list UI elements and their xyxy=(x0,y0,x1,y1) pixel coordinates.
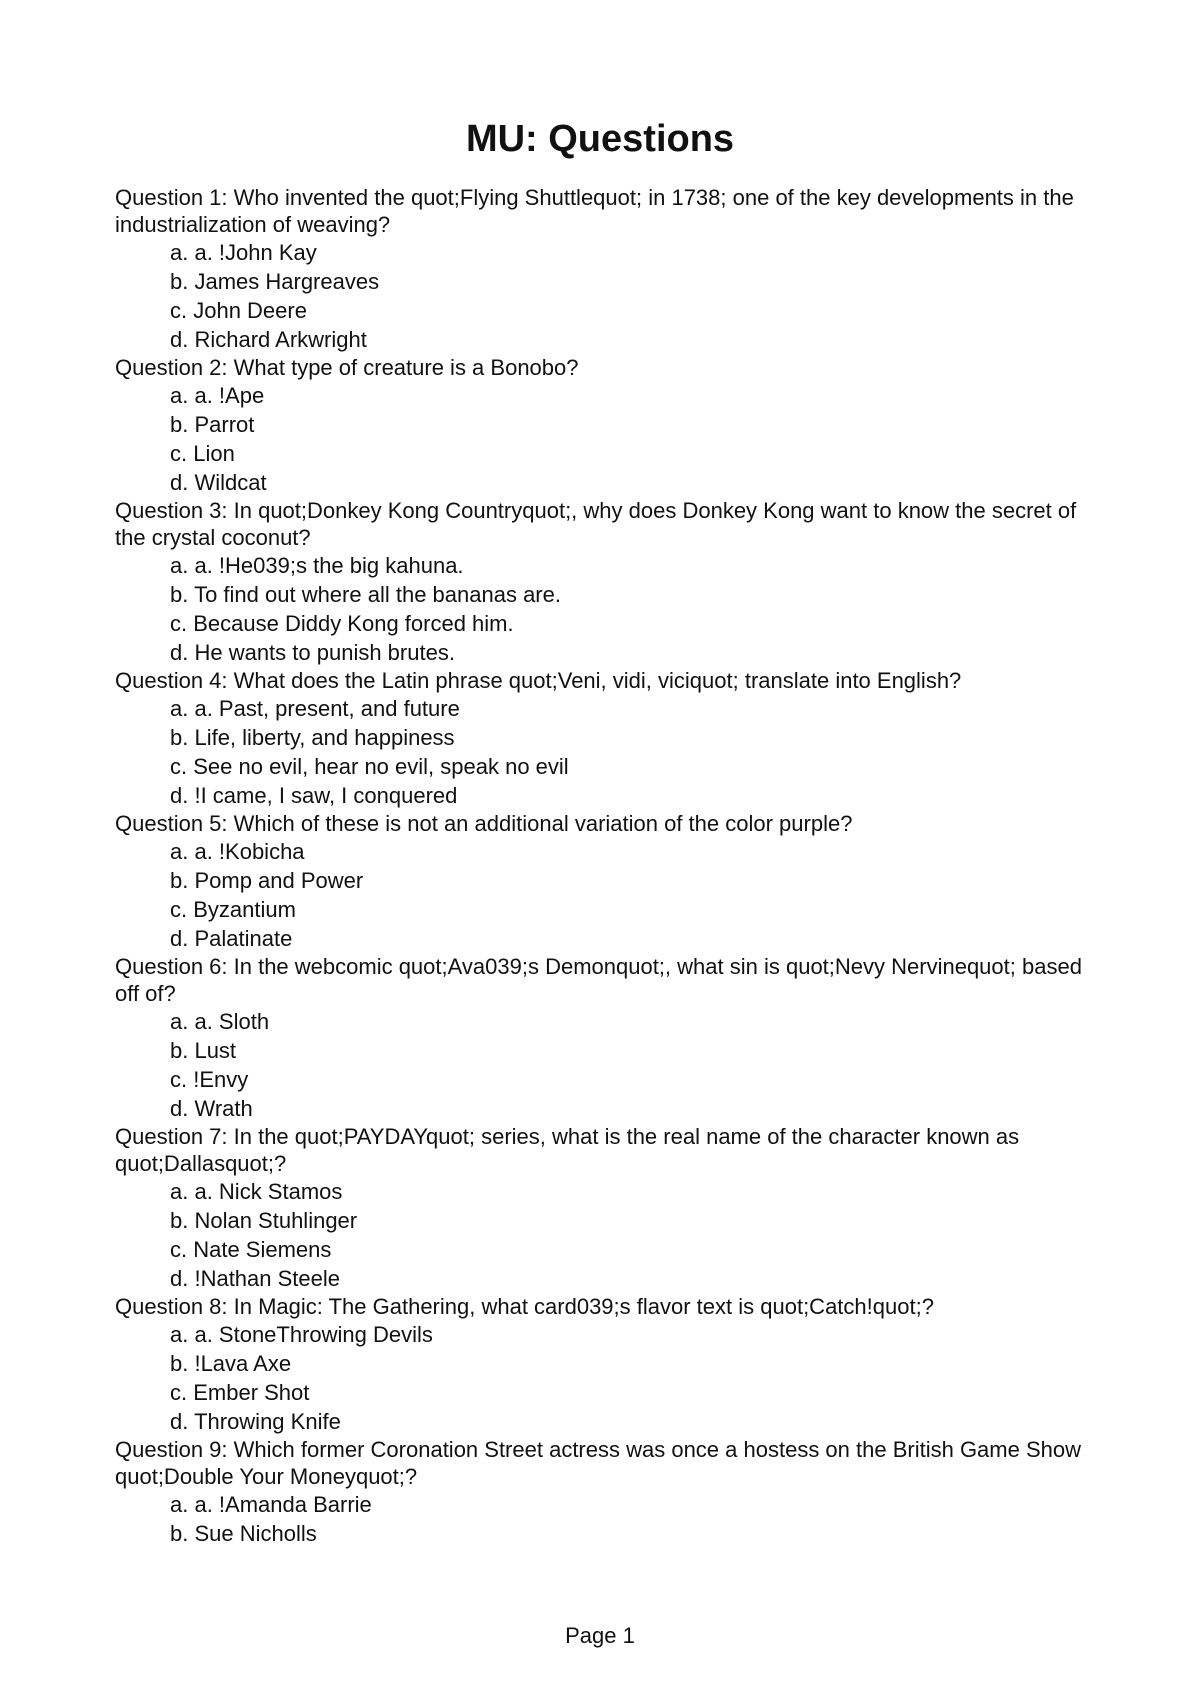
answer-option: c. John Deere xyxy=(170,298,307,323)
answer-list xyxy=(115,381,1105,497)
answer-option: c. Because Diddy Kong forced him. xyxy=(170,611,514,636)
answer-option: a. a. !Kobicha xyxy=(170,839,305,864)
answer-list xyxy=(115,1490,1105,1548)
answer-option: d. Wildcat xyxy=(170,470,267,495)
answer-list xyxy=(115,694,1105,810)
answer-option: c. See no evil, hear no evil, speak no evil xyxy=(170,754,569,779)
answer-option: d. !Nathan Steele xyxy=(170,1266,341,1291)
answer-option: b. Lust xyxy=(170,1038,237,1063)
answer-option: b. James Hargreaves xyxy=(170,269,380,294)
question-text: Question 1: Who invented the quot;Flying Shuttlequot; in 1738; one of the key developments in the industrialization of weaving? xyxy=(115,185,1074,237)
answer-option: c. Lion xyxy=(170,441,235,466)
question-block xyxy=(115,953,1105,1123)
answer-option: a. a. !John Kay xyxy=(170,240,317,265)
question-text: Question 6: In the webcomic quot;Ava039;s Demonquot;, what sin is quot;Nevy Nervinequot; based off of? xyxy=(115,954,1082,1006)
answer-list xyxy=(115,1177,1105,1293)
answer-list xyxy=(115,551,1105,667)
answer-option: a. a. Past, present, and future xyxy=(170,696,460,721)
answer-option: d. He wants to punish brutes. xyxy=(170,640,455,665)
question-block xyxy=(115,354,1105,497)
question-text: Question 9: Which former Coronation Street actress was once a hostess on the British Game Show quot;Double Your Moneyquot;? xyxy=(115,1437,1082,1489)
question-block xyxy=(115,497,1105,667)
answer-list xyxy=(115,1320,1105,1436)
answer-option: a. a. Nick Stamos xyxy=(170,1179,343,1204)
answer-option: b. To find out where all the bananas are. xyxy=(170,582,561,607)
answer-option: c. !Envy xyxy=(170,1067,249,1092)
question-list xyxy=(115,184,1105,1548)
question-block xyxy=(115,1123,1105,1293)
answer-option: b. Nolan Stuhlinger xyxy=(170,1208,358,1233)
question-block xyxy=(115,810,1105,953)
question-block xyxy=(115,1436,1105,1548)
answer-option: d. Wrath xyxy=(170,1096,253,1121)
question-text: Question 5: Which of these is not an additional variation of the color purple? xyxy=(115,811,853,836)
answer-list xyxy=(115,1007,1105,1123)
question-text: Question 7: In the quot;PAYDAYquot; series, what is the real name of the character known as quot;Dallasquot;? xyxy=(115,1124,1020,1176)
answer-option: d. Palatinate xyxy=(170,926,293,951)
answer-option: b. Pomp and Power xyxy=(170,868,364,893)
answer-list xyxy=(115,238,1105,354)
answer-option: b. Life, liberty, and happiness xyxy=(170,725,455,750)
answer-option: a. a. !Amanda Barrie xyxy=(170,1492,372,1517)
answer-option: a. a. !Ape xyxy=(170,383,265,408)
answer-option: c. Nate Siemens xyxy=(170,1237,332,1262)
question-block xyxy=(115,1293,1105,1436)
page-number: Page 1 xyxy=(565,1623,635,1648)
answer-list xyxy=(115,837,1105,953)
answer-option: a. a. Sloth xyxy=(170,1009,270,1034)
answer-option: b. Parrot xyxy=(170,412,255,437)
answer-option: d. !I came, I saw, I conquered xyxy=(170,783,458,808)
question-text: Question 3: In quot;Donkey Kong Countryquot;, why does Donkey Kong want to know the secret of the crystal coconut? xyxy=(115,498,1077,550)
question-text: Question 4: What does the Latin phrase quot;Veni, vidi, viciquot; translate into English? xyxy=(115,668,962,693)
answer-option: b. Sue Nicholls xyxy=(170,1521,317,1546)
question-text: Question 8: In Magic: The Gathering, what card039;s flavor text is quot;Catch!quot;? xyxy=(115,1294,934,1319)
answer-option: c. Byzantium xyxy=(170,897,296,922)
answer-option: b. !Lava Axe xyxy=(170,1351,292,1376)
answer-option: a. a. !He039;s the big kahuna. xyxy=(170,553,464,578)
question-block xyxy=(115,184,1105,354)
answer-option: d. Richard Arkwright xyxy=(170,327,367,352)
answer-option: a. a. StoneThrowing Devils xyxy=(170,1322,433,1347)
answer-option: d. Throwing Knife xyxy=(170,1409,341,1434)
question-block xyxy=(115,667,1105,810)
answer-option: c. Ember Shot xyxy=(170,1380,310,1405)
document-title: MU: Questions xyxy=(465,118,735,160)
question-text: Question 2: What type of creature is a Bonobo? xyxy=(115,355,579,380)
